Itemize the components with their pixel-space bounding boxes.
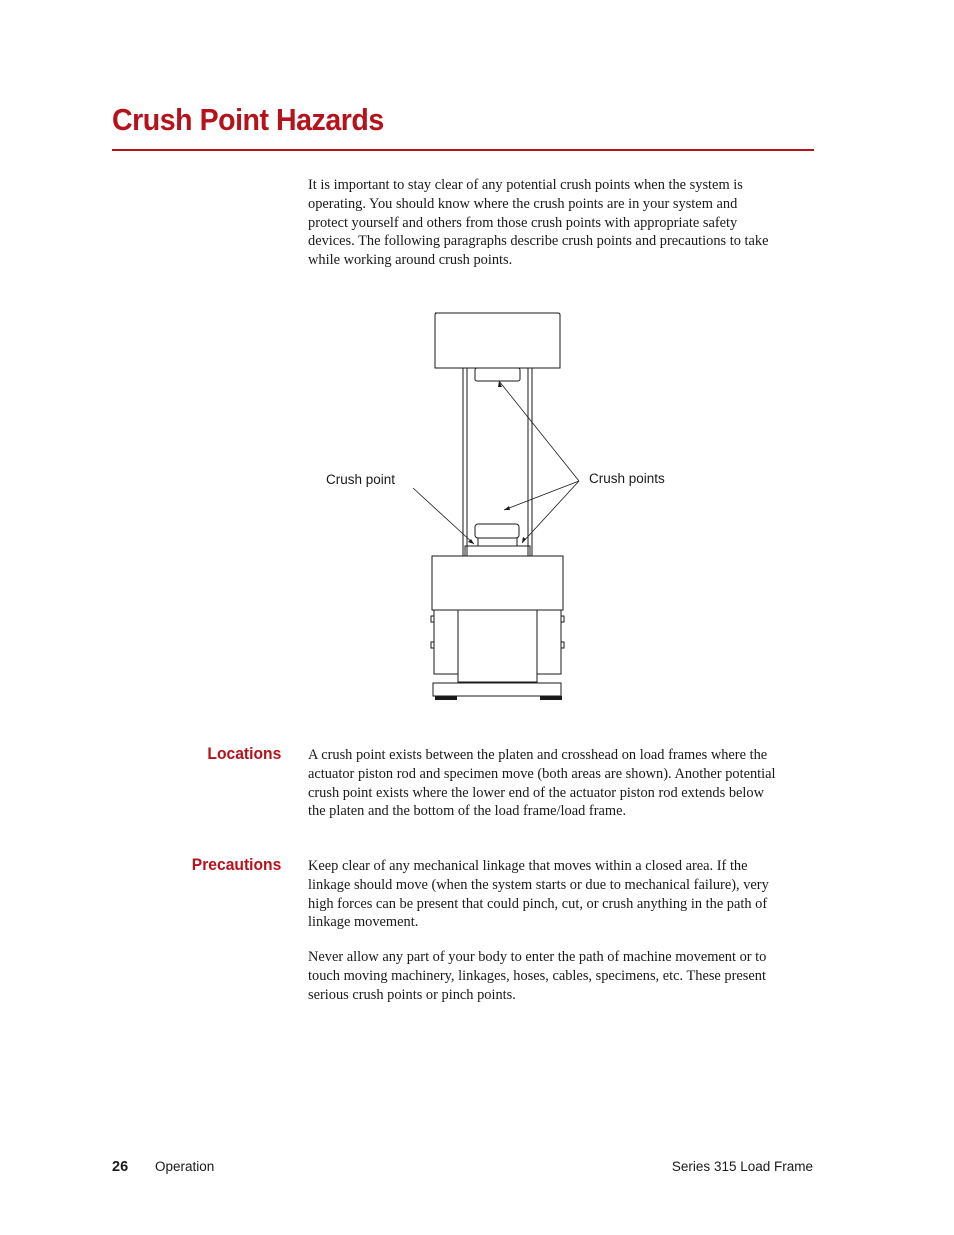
title-rule: [112, 149, 814, 151]
footer-product: Series 315 Load Frame: [671, 1159, 813, 1174]
precautions-paragraph-1: Keep clear of any mechanical linkage that moves within a closed area. If the linkage should move (when the system starts or due to mechanical failure), very high forces can be present that could pinch, cut, or crush anything in the path of linkage movement.: [308, 858, 769, 931]
precautions-heading: Precautions: [191, 855, 281, 874]
left-foot-pad: [435, 696, 457, 700]
base-platen: [432, 556, 563, 610]
platen-top: [465, 546, 530, 556]
left-leg: [434, 610, 458, 674]
crosshead: [435, 313, 560, 368]
right-column: [528, 368, 532, 556]
footer-section: Operation: [155, 1159, 215, 1174]
right-leg: [537, 610, 561, 674]
left-column: [463, 368, 467, 556]
precautions-paragraph-2: Never allow any part of your body to enter the path of machine movement or to touch moving machinery, linkages, hoses, cables, specimens, etc. These present serious crush points or pinch points.: [308, 949, 767, 1003]
lower-grip: [475, 524, 519, 538]
upper-grip: [475, 368, 520, 381]
page-number: 26: [112, 1159, 129, 1175]
load-frame-diagram: [300, 300, 600, 710]
actuator-housing: [458, 610, 537, 682]
locations-heading: Locations: [207, 744, 281, 763]
right-foot-pad: [540, 696, 562, 700]
page-title: Crush Point Hazards: [112, 102, 384, 137]
base-foot: [433, 683, 561, 696]
locations-paragraph: A crush point exists between the platen and crosshead on load frames where the actuator piston rod and specimen move (both areas are shown). Another potential crush point exists where the lower end of the actuator piston rod extends below the platen and the bottom of the load frame/load frame.: [308, 747, 776, 820]
actuator-rod-head: [478, 538, 517, 546]
callout-crush-points: Crush points: [589, 471, 665, 486]
intro-paragraph: It is important to stay clear of any potential crush points when the system is operating. You should know where the crush points are in your system and protect yourself and others from those crush points with appropriate safety devices. The following paragraphs describe crush points and precautions to take while working around crush points.: [308, 177, 769, 269]
callout-crush-point: Crush point: [326, 472, 396, 487]
